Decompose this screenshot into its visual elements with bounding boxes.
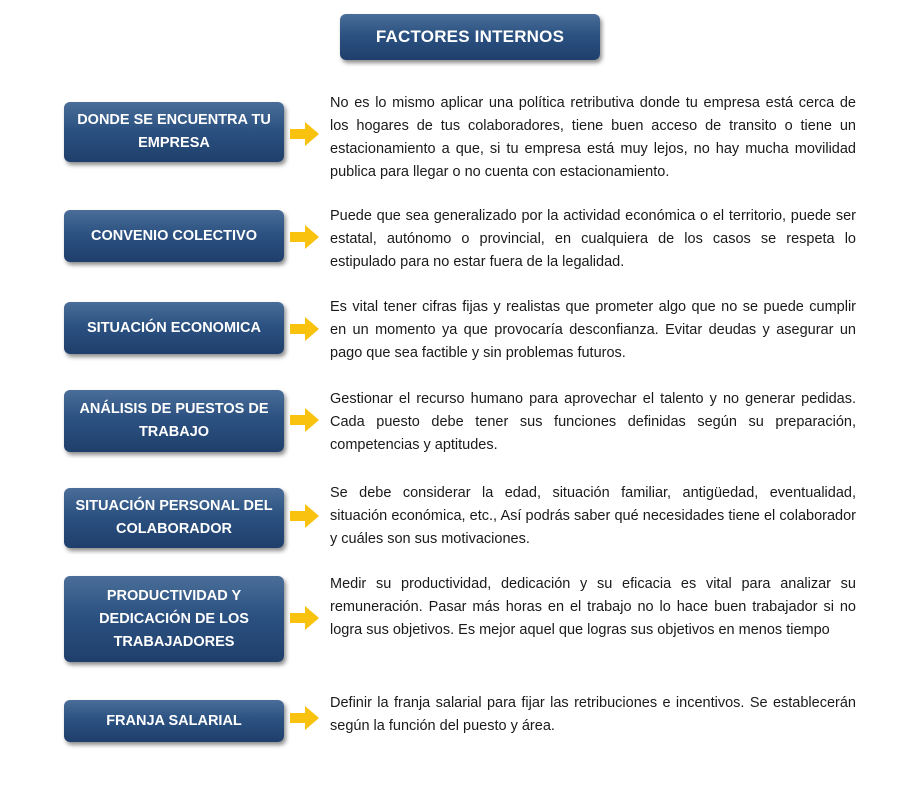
factor-box-economic-situation: SITUACIÓN ECONOMICA (64, 302, 284, 354)
factor-box-salary-range: FRANJA SALARIAL (64, 700, 284, 742)
factor-box-collective-agreement: CONVENIO COLECTIVO (64, 210, 284, 262)
right-arrow-icon (290, 705, 320, 731)
factor-description-productivity: Medir su productividad, dedicación y su eficacia es vital para analizar su remuneración. Pasar más horas en el trabajo no lo hace buen trabajador si no logra sus objetivos. Es mejor aquel que logras sus objetivos en menos tiempo (330, 576, 856, 638)
factor-description-location: No es lo mismo aplicar una política retributiva donde tu empresa está cerca de los hogares de tus colaboradores, tiene buen acceso de transito o tiene un estacionamiento a que, si tu empresa está muy lejos, no hay mucha movilidad publica para llegar o no cuenta con estacionamiento. (330, 95, 856, 180)
factor-description-collective-agreement: Puede que sea generalizado por la actividad económica o el territorio, puede ser estatal, autónomo o provincial, en cualquiera de los casos se respeta lo estipulado para no estar fuera de la legalidad. (330, 208, 856, 270)
factor-description-salary-range: Definir la franja salarial para fijar las retribuciones e incentivos. Se establecerán según la función del puesto y área. (330, 695, 856, 734)
diagram-title: FACTORES INTERNOS (340, 14, 600, 60)
factor-box-location: DONDE SE ENCUENTRA TU EMPRESA (64, 102, 284, 162)
factor-description-job-analysis: Gestionar el recurso humano para aprovechar el talento y no generar pedidas. Cada puesto debe tener sus funciones definidas según su preparación, competencias y aptitudes. (330, 391, 856, 453)
factor-description-personal-situation: Se debe considerar la edad, situación familiar, antigüedad, eventualidad, situación económica, etc., Así podrás saber qué necesidades tiene el colaborador y cuáles son sus motivaciones. (330, 485, 856, 547)
right-arrow-icon (290, 121, 320, 147)
factor-box-personal-situation: SITUACIÓN PERSONAL DEL COLABORADOR (64, 488, 284, 548)
right-arrow-icon (290, 224, 320, 250)
factor-description-economic-situation: Es vital tener cifras fijas y realistas que prometer algo que no se puede cumplir en un momento ya que provocaría desconfianza. Evitar deudas y asegurar un pago que sea factible y sin problemas futuros. (330, 299, 856, 361)
right-arrow-icon (290, 407, 320, 433)
factor-box-productivity: PRODUCTIVIDAD Y DEDICACIÓN DE LOS TRABAJADORES (64, 576, 284, 662)
factor-box-job-analysis: ANÁLISIS DE PUESTOS DE TRABAJO (64, 390, 284, 452)
right-arrow-icon (290, 316, 320, 342)
right-arrow-icon (290, 503, 320, 529)
right-arrow-icon (290, 605, 320, 631)
